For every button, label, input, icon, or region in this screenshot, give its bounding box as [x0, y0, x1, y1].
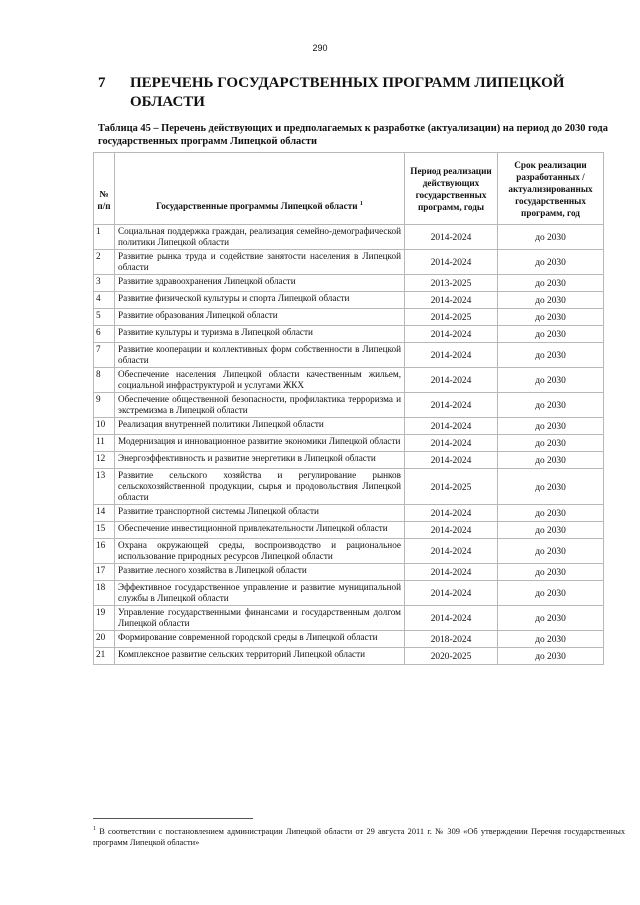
row-period: 2014-2024 — [405, 393, 498, 418]
row-period: 2014-2024 — [405, 505, 498, 522]
row-num: 6 — [94, 326, 115, 343]
row-program-name: Формирование современной городской среды в Липецкой области — [115, 631, 405, 648]
row-term: до 2030 — [498, 326, 604, 343]
row-term: до 2030 — [498, 539, 604, 564]
section-heading — [98, 74, 598, 112]
row-period: 2014-2024 — [405, 581, 498, 606]
row-num: 12 — [94, 452, 115, 469]
row-program-name: Реализация внутренней политики Липецкой области — [115, 418, 405, 435]
row-program-name: Развитие транспортной системы Липецкой области — [115, 505, 405, 522]
row-term: до 2030 — [498, 469, 604, 505]
row-program-name: Развитие кооперации и коллективных форм собственности в Липецкой области — [115, 343, 405, 368]
programs-table — [93, 152, 604, 665]
row-term: до 2030 — [498, 292, 604, 309]
row-num: 21 — [94, 648, 115, 665]
table-row — [94, 326, 604, 343]
table-header-row — [94, 153, 604, 225]
row-term: до 2030 — [498, 343, 604, 368]
row-period: 2014-2024 — [405, 225, 498, 250]
row-period: 2014-2024 — [405, 418, 498, 435]
row-period: 2014-2025 — [405, 469, 498, 505]
row-term: до 2030 — [498, 522, 604, 539]
row-period: 2014-2024 — [405, 606, 498, 631]
table-row — [94, 505, 604, 522]
row-num: 16 — [94, 539, 115, 564]
table-row — [94, 292, 604, 309]
row-term: до 2030 — [498, 505, 604, 522]
table-row — [94, 539, 604, 564]
row-period: 2014-2024 — [405, 368, 498, 393]
row-period: 2013-2025 — [405, 275, 498, 292]
table-row — [94, 564, 604, 581]
table-row — [94, 225, 604, 250]
row-program-name: Обеспечение общественной безопасности, профилактика терроризма и экстремизма в Липецкой области — [115, 393, 405, 418]
header-name — [115, 153, 405, 225]
row-program-name: Развитие культуры и туризма в Липецкой области — [115, 326, 405, 343]
row-term: до 2030 — [498, 606, 604, 631]
row-num: 11 — [94, 435, 115, 452]
row-term: до 2030 — [498, 435, 604, 452]
header-period: Период реализации действующих государственных программ, годы — [405, 153, 498, 225]
row-program-name: Развитие сельского хозяйства и регулирование рынков сельскохозяйственной продукции, сырья и продовольствия Липецкой области — [115, 469, 405, 505]
row-program-name: Модернизация и инновационное развитие экономики Липецкой области — [115, 435, 405, 452]
row-period: 2014-2024 — [405, 292, 498, 309]
row-program-name: Энергоэффективность и развитие энергетики в Липецкой области — [115, 452, 405, 469]
header-term: Срок реализации разработанных / актуализированных государственных программ, год — [498, 153, 604, 225]
row-program-name: Комплексное развитие сельских территорий Липецкой области — [115, 648, 405, 665]
row-term: до 2030 — [498, 631, 604, 648]
row-program-name: Развитие физической культуры и спорта Липецкой области — [115, 292, 405, 309]
row-term: до 2030 — [498, 309, 604, 326]
table-row — [94, 469, 604, 505]
table-row — [94, 435, 604, 452]
row-term: до 2030 — [498, 648, 604, 665]
row-num: 1 — [94, 225, 115, 250]
row-period: 2014-2024 — [405, 326, 498, 343]
header-num: № п/п — [94, 153, 115, 225]
table-row — [94, 606, 604, 631]
row-num: 15 — [94, 522, 115, 539]
row-term: до 2030 — [498, 393, 604, 418]
row-period: 2020-2025 — [405, 648, 498, 665]
footnote-mark: 1 — [93, 826, 96, 832]
row-period: 2014-2025 — [405, 309, 498, 326]
row-num: 3 — [94, 275, 115, 292]
row-num: 18 — [94, 581, 115, 606]
row-program-name: Управление государственными финансами и государственным долгом Липецкой области — [115, 606, 405, 631]
table-row — [94, 309, 604, 326]
table-row — [94, 581, 604, 606]
section-number: 7 — [98, 75, 106, 91]
row-num: 4 — [94, 292, 115, 309]
footnote — [93, 824, 625, 848]
row-term: до 2030 — [498, 418, 604, 435]
row-program-name: Социальная поддержка граждан, реализация семейно-демографической политики Липецкой области — [115, 225, 405, 250]
footnote-divider — [93, 818, 253, 819]
row-period: 2014-2024 — [405, 343, 498, 368]
table-row — [94, 393, 604, 418]
table-row — [94, 631, 604, 648]
row-period: 2018-2024 — [405, 631, 498, 648]
row-num: 10 — [94, 418, 115, 435]
row-term: до 2030 — [498, 275, 604, 292]
section-title: ПЕРЕЧЕНЬ ГОСУДАРСТВЕННЫХ ПРОГРАММ ЛИПЕЦКОЙ ОБЛАСТИ — [130, 75, 565, 110]
page-number: 290 — [312, 43, 328, 53]
row-period: 2014-2024 — [405, 435, 498, 452]
footnote-text: В соответствии с постановлением администрации Липецкой области от 29 августа 2011 г. № 309 «Об утверждении Перечня государственных программ Липецкой области» — [93, 826, 626, 847]
header-name-label: Государственные программы Липецкой области — [156, 201, 358, 211]
row-program-name: Развитие лесного хозяйства в Липецкой области — [115, 564, 405, 581]
table-row — [94, 452, 604, 469]
row-num: 2 — [94, 250, 115, 275]
row-term: до 2030 — [498, 581, 604, 606]
table-row — [94, 522, 604, 539]
row-term: до 2030 — [498, 564, 604, 581]
row-program-name: Эффективное государственное управление и развитие муниципальной службы в Липецкой области — [115, 581, 405, 606]
row-num: 5 — [94, 309, 115, 326]
row-program-name: Развитие рынка труда и содействие занятости населения в Липецкой области — [115, 250, 405, 275]
row-period: 2014-2024 — [405, 564, 498, 581]
row-term: до 2030 — [498, 452, 604, 469]
row-program-name: Обеспечение населения Липецкой области качественным жильем, социальной инфраструктурой и услугами ЖКХ — [115, 368, 405, 393]
row-num: 20 — [94, 631, 115, 648]
row-program-name: Развитие образования Липецкой области — [115, 309, 405, 326]
table-row — [94, 368, 604, 393]
row-period: 2014-2024 — [405, 522, 498, 539]
row-num: 8 — [94, 368, 115, 393]
row-num: 14 — [94, 505, 115, 522]
row-period: 2014-2024 — [405, 452, 498, 469]
row-period: 2014-2024 — [405, 250, 498, 275]
row-num: 19 — [94, 606, 115, 631]
row-term: до 2030 — [498, 368, 604, 393]
row-num: 7 — [94, 343, 115, 368]
row-term: до 2030 — [498, 250, 604, 275]
row-program-name: Охрана окружающей среды, воспроизводство и рациональное использование природных ресурсов Липецкой области — [115, 539, 405, 564]
row-program-name: Обеспечение инвестиционной привлекательности Липецкой области — [115, 522, 405, 539]
header-footnote-mark: 1 — [359, 200, 363, 207]
table-caption: Таблица 45 – Перечень действующих и предполагаемых к разработке (актуализации) на период до 2030 года государственных программ Липецкой области — [98, 123, 608, 147]
row-num: 13 — [94, 469, 115, 505]
table-row — [94, 343, 604, 368]
row-period: 2014-2024 — [405, 539, 498, 564]
table-row — [94, 418, 604, 435]
row-num: 9 — [94, 393, 115, 418]
table-row — [94, 648, 604, 665]
table-row — [94, 250, 604, 275]
row-term: до 2030 — [498, 225, 604, 250]
table-row — [94, 275, 604, 292]
row-num: 17 — [94, 564, 115, 581]
row-program-name: Развитие здравоохранения Липецкой области — [115, 275, 405, 292]
